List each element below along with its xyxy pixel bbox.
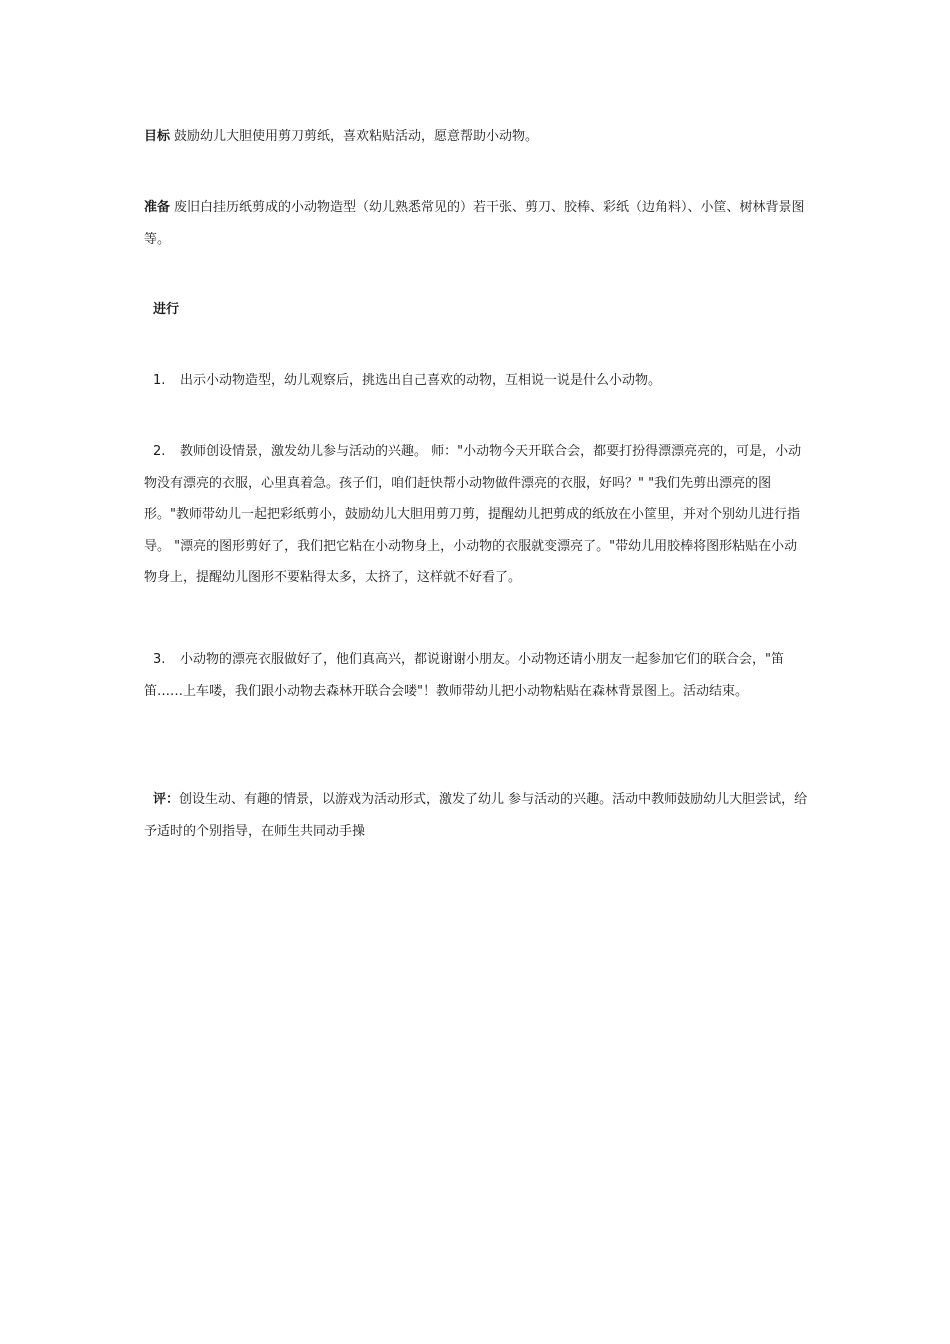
step-3-number: 3. [153, 652, 166, 667]
step-3-paragraph [144, 644, 810, 707]
step-2-paragraph [144, 436, 810, 594]
goal-text: 鼓励幼儿大胆使用剪刀剪纸，喜欢粘贴活动，愿意帮助小动物。 [174, 129, 539, 144]
step-2-number: 2. [153, 444, 166, 459]
step-1-text: 出示小动物造型，幼儿观察后，挑选出自己喜欢的动物，互相说一说是什么小动物。 [180, 373, 662, 388]
step-2-text: 教师创设情景，激发幼儿参与活动的兴趣。 师："小动物今天开联合会，都要打扮得漂漂亮亮的，可是，小动物没有漂亮的衣服，心里真着急。孩子们，咱们赶快帮小动物做件漂亮的衣服，好吗？" "我们先剪出漂亮的图形。"教师带幼儿一起把彩纸剪小，鼓励幼儿大胆用剪刀剪，提醒幼儿把剪成的纸放在小筐里，并对个别幼儿进行指导。 "漂亮的图形剪好了，我们把它粘在小动物身上，小动物的衣服就变漂亮了。"带幼儿用胶棒将图形粘贴在小动物身上，提醒幼儿图形不要粘得太多，太挤了，这样就不好看了。 [144, 444, 802, 585]
step-1-paragraph [144, 365, 819, 397]
comment-label: 评： [153, 792, 180, 807]
prep-paragraph [144, 192, 810, 255]
process-heading-line [144, 294, 819, 326]
process-heading: 进行 [153, 302, 180, 317]
goal-label: 目标 [144, 129, 171, 144]
prep-text: 废旧白挂历纸剪成的小动物造型（幼儿熟悉常见的）若干张、剪刀、胶棒、彩纸（边角料）、小筐、树林背景图等。 [144, 200, 805, 247]
comment-text: 创设生动、有趣的情景，以游戏为活动形式，激发了幼儿 参与活动的兴趣。活动中教师鼓励幼儿大胆尝试，给予适时的个别指导，在师生共同动手操 [144, 792, 808, 839]
comment-paragraph [144, 784, 810, 847]
step-1-number: 1. [153, 373, 166, 388]
step-3-text: 小动物的漂亮衣服做好了，他们真高兴，都说谢谢小朋友。小动物还请小朋友一起参加它们的联合会，"笛笛……上车喽，我们跟小动物去森林开联合会喽"！教师带幼儿把小动物粘贴在森林背景图上。活动结束。 [144, 652, 784, 699]
prep-label: 准备 [144, 200, 171, 215]
goal-paragraph [144, 121, 810, 153]
